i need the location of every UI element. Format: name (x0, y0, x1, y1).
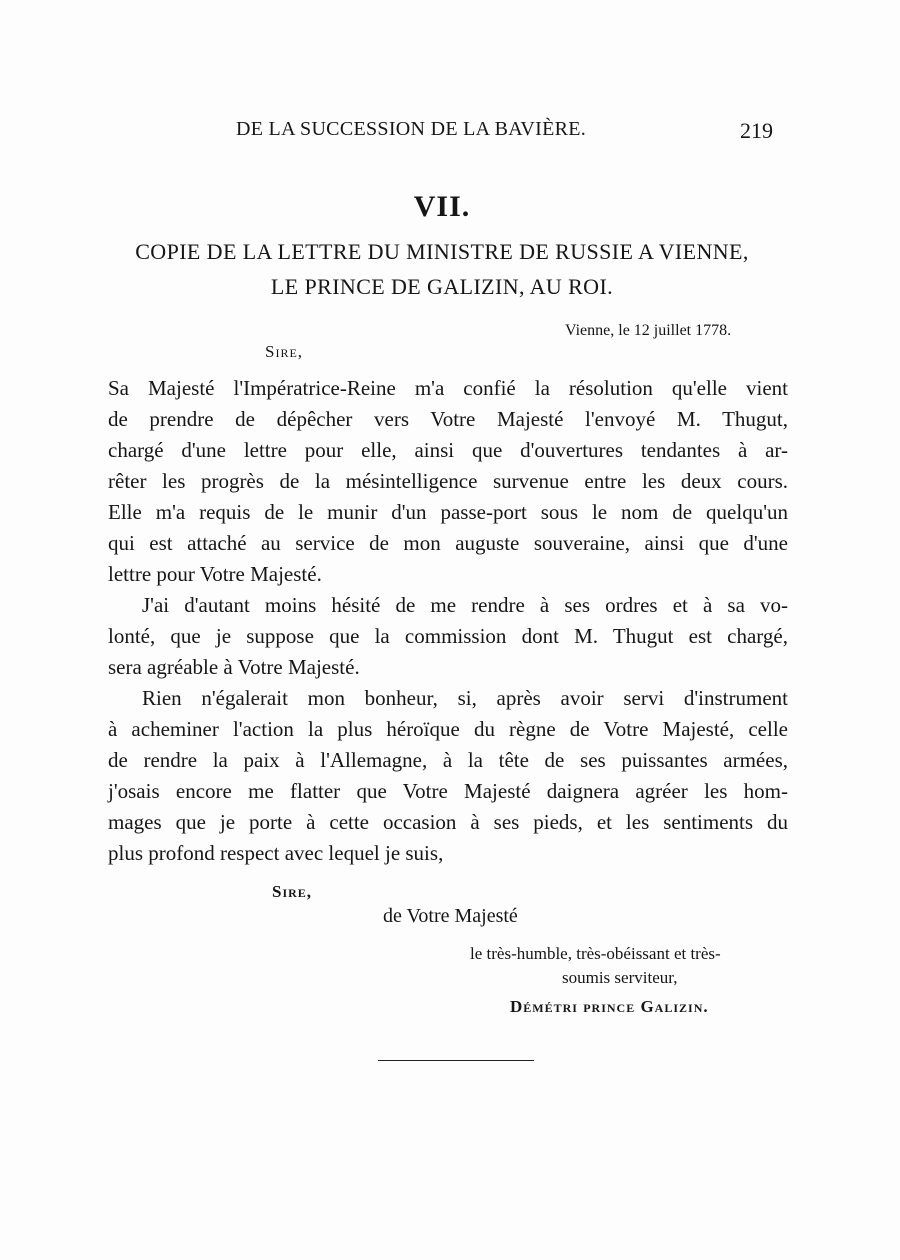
end-rule (378, 1060, 534, 1061)
body-line: de prendre de dépêcher vers Votre Majesté l'envoyé M. Thugut, (108, 407, 788, 431)
body-line: qui est attaché au service de mon auguste souveraine, ainsi que d'une (108, 531, 788, 555)
letter-title-line-1: COPIE DE LA LETTRE DU MINISTRE DE RUSSIE A VIENNE, (135, 239, 749, 264)
body-line: mages que je porte à cette occasion à ses pieds, et les sentiments du (108, 810, 788, 834)
signature: Démétri prince Galizin. (510, 997, 709, 1016)
body-line: lonté, que je suppose que la commission dont M. Thugut est chargé, (108, 624, 788, 648)
body-line: Elle m'a requis de le munir d'un passe-port sous le nom de quelqu'un (108, 500, 788, 524)
body-line: Rien n'égalerait mon bonheur, si, après avoir servi d'instrument (142, 686, 788, 710)
page-number: 219 (740, 118, 773, 143)
section-number: VII. (413, 190, 471, 223)
closing-majeste: de Votre Majesté (383, 905, 518, 927)
closing-humble: le très-humble, très-obéissant et très- (470, 944, 721, 963)
body-line: plus profond respect avec lequel je suis, (108, 841, 444, 865)
body-line: chargé d'une lettre pour elle, ainsi que d'ouvertures tendantes à ar- (108, 438, 788, 462)
body-line: sera agréable à Votre Majesté. (108, 655, 360, 679)
body-line: à acheminer l'action la plus héroïque du règne de Votre Majesté, celle (108, 717, 788, 741)
body-line: j'osais encore me flatter que Votre Majesté daignera agréer les hom- (108, 779, 788, 803)
body-line: rêter les progrès de la mésintelligence survenue entre les deux cours. (108, 469, 788, 493)
closing-serviteur: soumis serviteur, (562, 968, 678, 987)
letter-body (108, 373, 788, 869)
body-line: de rendre la paix à l'Allemagne, à la tête de ses puissantes armées, (108, 748, 788, 772)
closing-salutation: Sire, (272, 882, 313, 901)
body-line: lettre pour Votre Majesté. (108, 562, 322, 586)
body-line: J'ai d'autant moins hésité de me rendre à ses ordres et à sa vo- (142, 593, 788, 617)
body-line: Sa Majesté l'Impératrice-Reine m'a confié la résolution qu'elle vient (108, 376, 788, 400)
salutation: Sire, (265, 342, 304, 361)
dateline: Vienne, le 12 juillet 1778. (565, 322, 732, 339)
letter-title-line-2: LE PRINCE DE GALIZIN, AU ROI. (270, 274, 614, 299)
running-head: DE LA SUCCESSION DE LA BAVIÈRE. (236, 118, 587, 140)
